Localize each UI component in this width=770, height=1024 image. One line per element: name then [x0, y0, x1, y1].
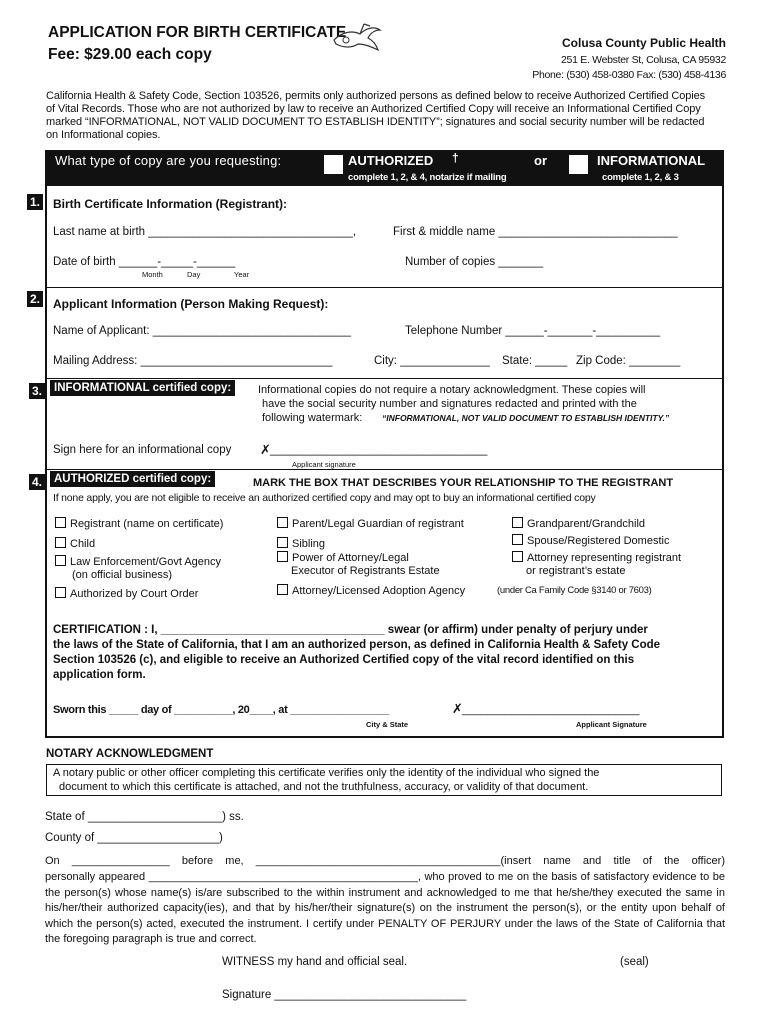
- informational-text-2: have the social security number and signatures redacted and printed with the: [262, 398, 637, 410]
- informational-text-1: Informational copies do not require a notary acknowledgment. These copies will: [258, 384, 646, 396]
- section-divider: [47, 378, 722, 379]
- notary-disclaimer-box: [46, 764, 722, 796]
- certification-line-2: the laws of the State of California, that I am an authorized person, as defined in California Health & Safety Code: [53, 639, 661, 651]
- section-2-number: 2.: [27, 291, 43, 307]
- option-registrant[interactable]: Registrant (name on certificate): [55, 517, 223, 530]
- intro-paragraph: California Health & Safety Code, Section 103526, permits only authorized persons as defined below to receive Authorized Certified Copies of Vital Records. Those who are not authorized by law to receive an Authorized Certified Copy will receive an Informational Certified Copy marked “INFORMATIONAL, NOT VALID DOCUMENT TO ESTABLISH IDENTITY”; signatures and social security number will be redacted on Informational copies.: [46, 90, 706, 141]
- notary-county-field[interactable]: County of ___________________): [45, 832, 223, 844]
- checkbox[interactable]: [277, 584, 288, 595]
- agency-name: Colusa County Public Health: [561, 36, 726, 50]
- informational-label: INFORMATIONAL: [597, 153, 706, 168]
- applicant-name-field[interactable]: Name of Applicant: _______________________________: [53, 325, 351, 337]
- copy-type-question: What type of copy are you requesting:: [55, 153, 282, 168]
- authorized-checkbox[interactable]: [324, 155, 343, 174]
- fee-text: Fee: $29.00 each copy: [48, 46, 212, 63]
- checkbox[interactable]: [277, 551, 288, 562]
- notary-on-line[interactable]: On ________________ before me, ________________________________________(insert name and title of the officer): [45, 855, 725, 867]
- informational-instructions: complete 1, 2, & 3: [602, 172, 679, 183]
- first-middle-name-field[interactable]: First & middle name ____________________________: [393, 226, 678, 238]
- authorized-instructions: complete 1, 2, & 4, notarize if mailing: [348, 172, 507, 183]
- informational-tab: INFORMATIONAL certified copy:: [50, 380, 235, 396]
- notary-disclaimer-line-1: A notary public or other officer completing this certificate verifies only the identity of the individual who signed the: [53, 767, 600, 779]
- eligibility-note: If none apply, you are not eligible to receive an authorized certified copy and may opt to buy an informational certified copy: [53, 492, 596, 504]
- sign-mark-icon: ✗: [452, 701, 463, 716]
- notary-signature-line[interactable]: Signature ______________________________: [222, 989, 467, 1001]
- option-law-enforcement[interactable]: Law Enforcement/Govt Agency: [55, 555, 221, 568]
- mailing-address-field[interactable]: Mailing Address: ______________________________: [53, 355, 333, 367]
- checkbox[interactable]: [55, 537, 66, 548]
- authorized-label: AUTHORIZED: [348, 153, 434, 168]
- family-code-note: (under Ca Family Code §3140 or 7603): [497, 585, 652, 596]
- notary-heading: NOTARY ACKNOWLEDGMENT: [46, 748, 214, 760]
- sign-mark-icon: ✗: [260, 442, 271, 457]
- informational-text-3: following watermark:: [262, 412, 363, 424]
- sworn-line[interactable]: Sworn this _____ day of __________, 20____, at _________________: [53, 704, 390, 716]
- date-of-birth-field[interactable]: Date of birth ______-_____-______: [53, 256, 236, 268]
- option-power-of-attorney[interactable]: Power of Attorney/Legal: [277, 551, 409, 564]
- option-court-order[interactable]: Authorized by Court Order: [55, 587, 198, 600]
- certification-line-3: Section 103526 (c), and eligible to receive an Authorized Certified copy of the vital record identified on this: [53, 654, 635, 666]
- watermark-text: “INFORMATIONAL, NOT VALID DOCUMENT TO ESTABLISH IDENTITY.”: [382, 413, 670, 423]
- day-caption: Day: [187, 270, 201, 279]
- applicant-signature-line[interactable]: _____________________________: [462, 704, 640, 716]
- telephone-field[interactable]: Telephone Number ______-_______-__________: [405, 325, 661, 337]
- city-field[interactable]: City: ______________: [374, 355, 490, 367]
- checkbox[interactable]: [55, 587, 66, 598]
- witness-text: WITNESS my hand and official seal.: [222, 956, 408, 968]
- section-2-heading: Applicant Information (Person Making Request):: [53, 297, 329, 311]
- number-of-copies-field[interactable]: Number of copies _______: [405, 256, 544, 268]
- or-label: or: [534, 153, 547, 168]
- option-child[interactable]: Child: [55, 537, 95, 550]
- checkbox[interactable]: [277, 537, 288, 548]
- section-divider: [47, 287, 722, 288]
- applicant-signature-caption: Applicant Signature: [576, 720, 647, 729]
- authorized-tab: AUTHORIZED certified copy:: [50, 471, 215, 487]
- last-name-field[interactable]: Last name at birth ________________________________,: [53, 226, 357, 238]
- option-grandparent[interactable]: Grandparent/Grandchild: [512, 517, 645, 530]
- checkbox[interactable]: [55, 517, 66, 528]
- state-field[interactable]: State: _____: [502, 355, 568, 367]
- agency-address: 251 E. Webster St, Colusa, CA 95932: [561, 54, 726, 66]
- section-1-heading: Birth Certificate Information (Registrant):: [53, 197, 288, 211]
- zip-code-field[interactable]: Zip Code: ________: [576, 355, 681, 367]
- notary-paragraph: personally appeared ____________________________________________, who proved to me on the basis of satisfactory evidence to be the person(s) whose name(s) is/are subscribed to the within instrument and acknowledged to me that he/she/they executed the same in his/her/their authorized capacity(ies), and that by his/her/their signature(s) on the instrument the person(s), or the entity upon behalf of which the person(s) acted, executed the instrument. I certify under PENALTY OF PERJURY under the laws of the State of California that the foregoing paragraph is true and correct.: [45, 871, 725, 946]
- agency-phone: Phone: (530) 458-0380 Fax: (530) 458-4136: [532, 69, 726, 81]
- law-enforcement-sub: (on official business): [72, 569, 173, 581]
- section-4-number: 4.: [29, 474, 45, 490]
- section-1-number: 1.: [27, 194, 43, 210]
- relationship-instruction: MARK THE BOX THAT DESCRIBES YOUR RELATIONSHIP TO THE REGISTRANT: [253, 477, 674, 489]
- checkbox[interactable]: [277, 517, 288, 528]
- checkbox[interactable]: [512, 534, 523, 545]
- option-adoption-agency[interactable]: Attorney/Licensed Adoption Agency: [277, 584, 465, 597]
- form-title: APPLICATION FOR BIRTH CERTIFICATE: [48, 24, 347, 41]
- informational-signature-line[interactable]: __________________________________: [270, 444, 488, 456]
- option-attorney-registrant[interactable]: Attorney representing registrant: [512, 551, 681, 564]
- section-divider: [47, 469, 722, 470]
- city-state-caption: City & State: [366, 720, 409, 729]
- seal-text: (seal): [620, 956, 649, 968]
- certification-block: [53, 623, 703, 683]
- stork-logo-icon: [330, 22, 384, 56]
- power-of-attorney-sub: Executor of Registrants Estate: [291, 565, 440, 577]
- notary-state-field[interactable]: State of _____________________) ss.: [45, 811, 244, 823]
- attorney-registrant-sub: or registrant’s estate: [526, 565, 626, 577]
- section-3-number: 3.: [29, 383, 45, 399]
- option-sibling[interactable]: Sibling: [277, 537, 325, 550]
- checkbox[interactable]: [512, 517, 523, 528]
- year-caption: Year: [234, 270, 250, 279]
- option-spouse[interactable]: Spouse/Registered Domestic: [512, 534, 669, 547]
- notary-disclaimer-line-2: document to which this certificate is attached, and not the truthfulness, accuracy, or validity of that document.: [59, 781, 589, 793]
- month-caption: Month: [142, 270, 163, 279]
- applicant-signature-caption: Applicant signature: [292, 460, 356, 469]
- checkbox[interactable]: [55, 555, 66, 566]
- informational-checkbox[interactable]: [569, 155, 588, 174]
- informational-sign-label: Sign here for an informational copy: [53, 444, 232, 456]
- checkbox[interactable]: [512, 551, 523, 562]
- certification-line-4: application form.: [53, 669, 146, 681]
- option-parent-guardian[interactable]: Parent/Legal Guardian of registrant: [277, 517, 464, 530]
- dagger-mark: †: [452, 151, 459, 165]
- certification-line-1[interactable]: CERTIFICATION : I, ___________________________________ swear (or affirm) under penalty of perjury under: [53, 624, 648, 636]
